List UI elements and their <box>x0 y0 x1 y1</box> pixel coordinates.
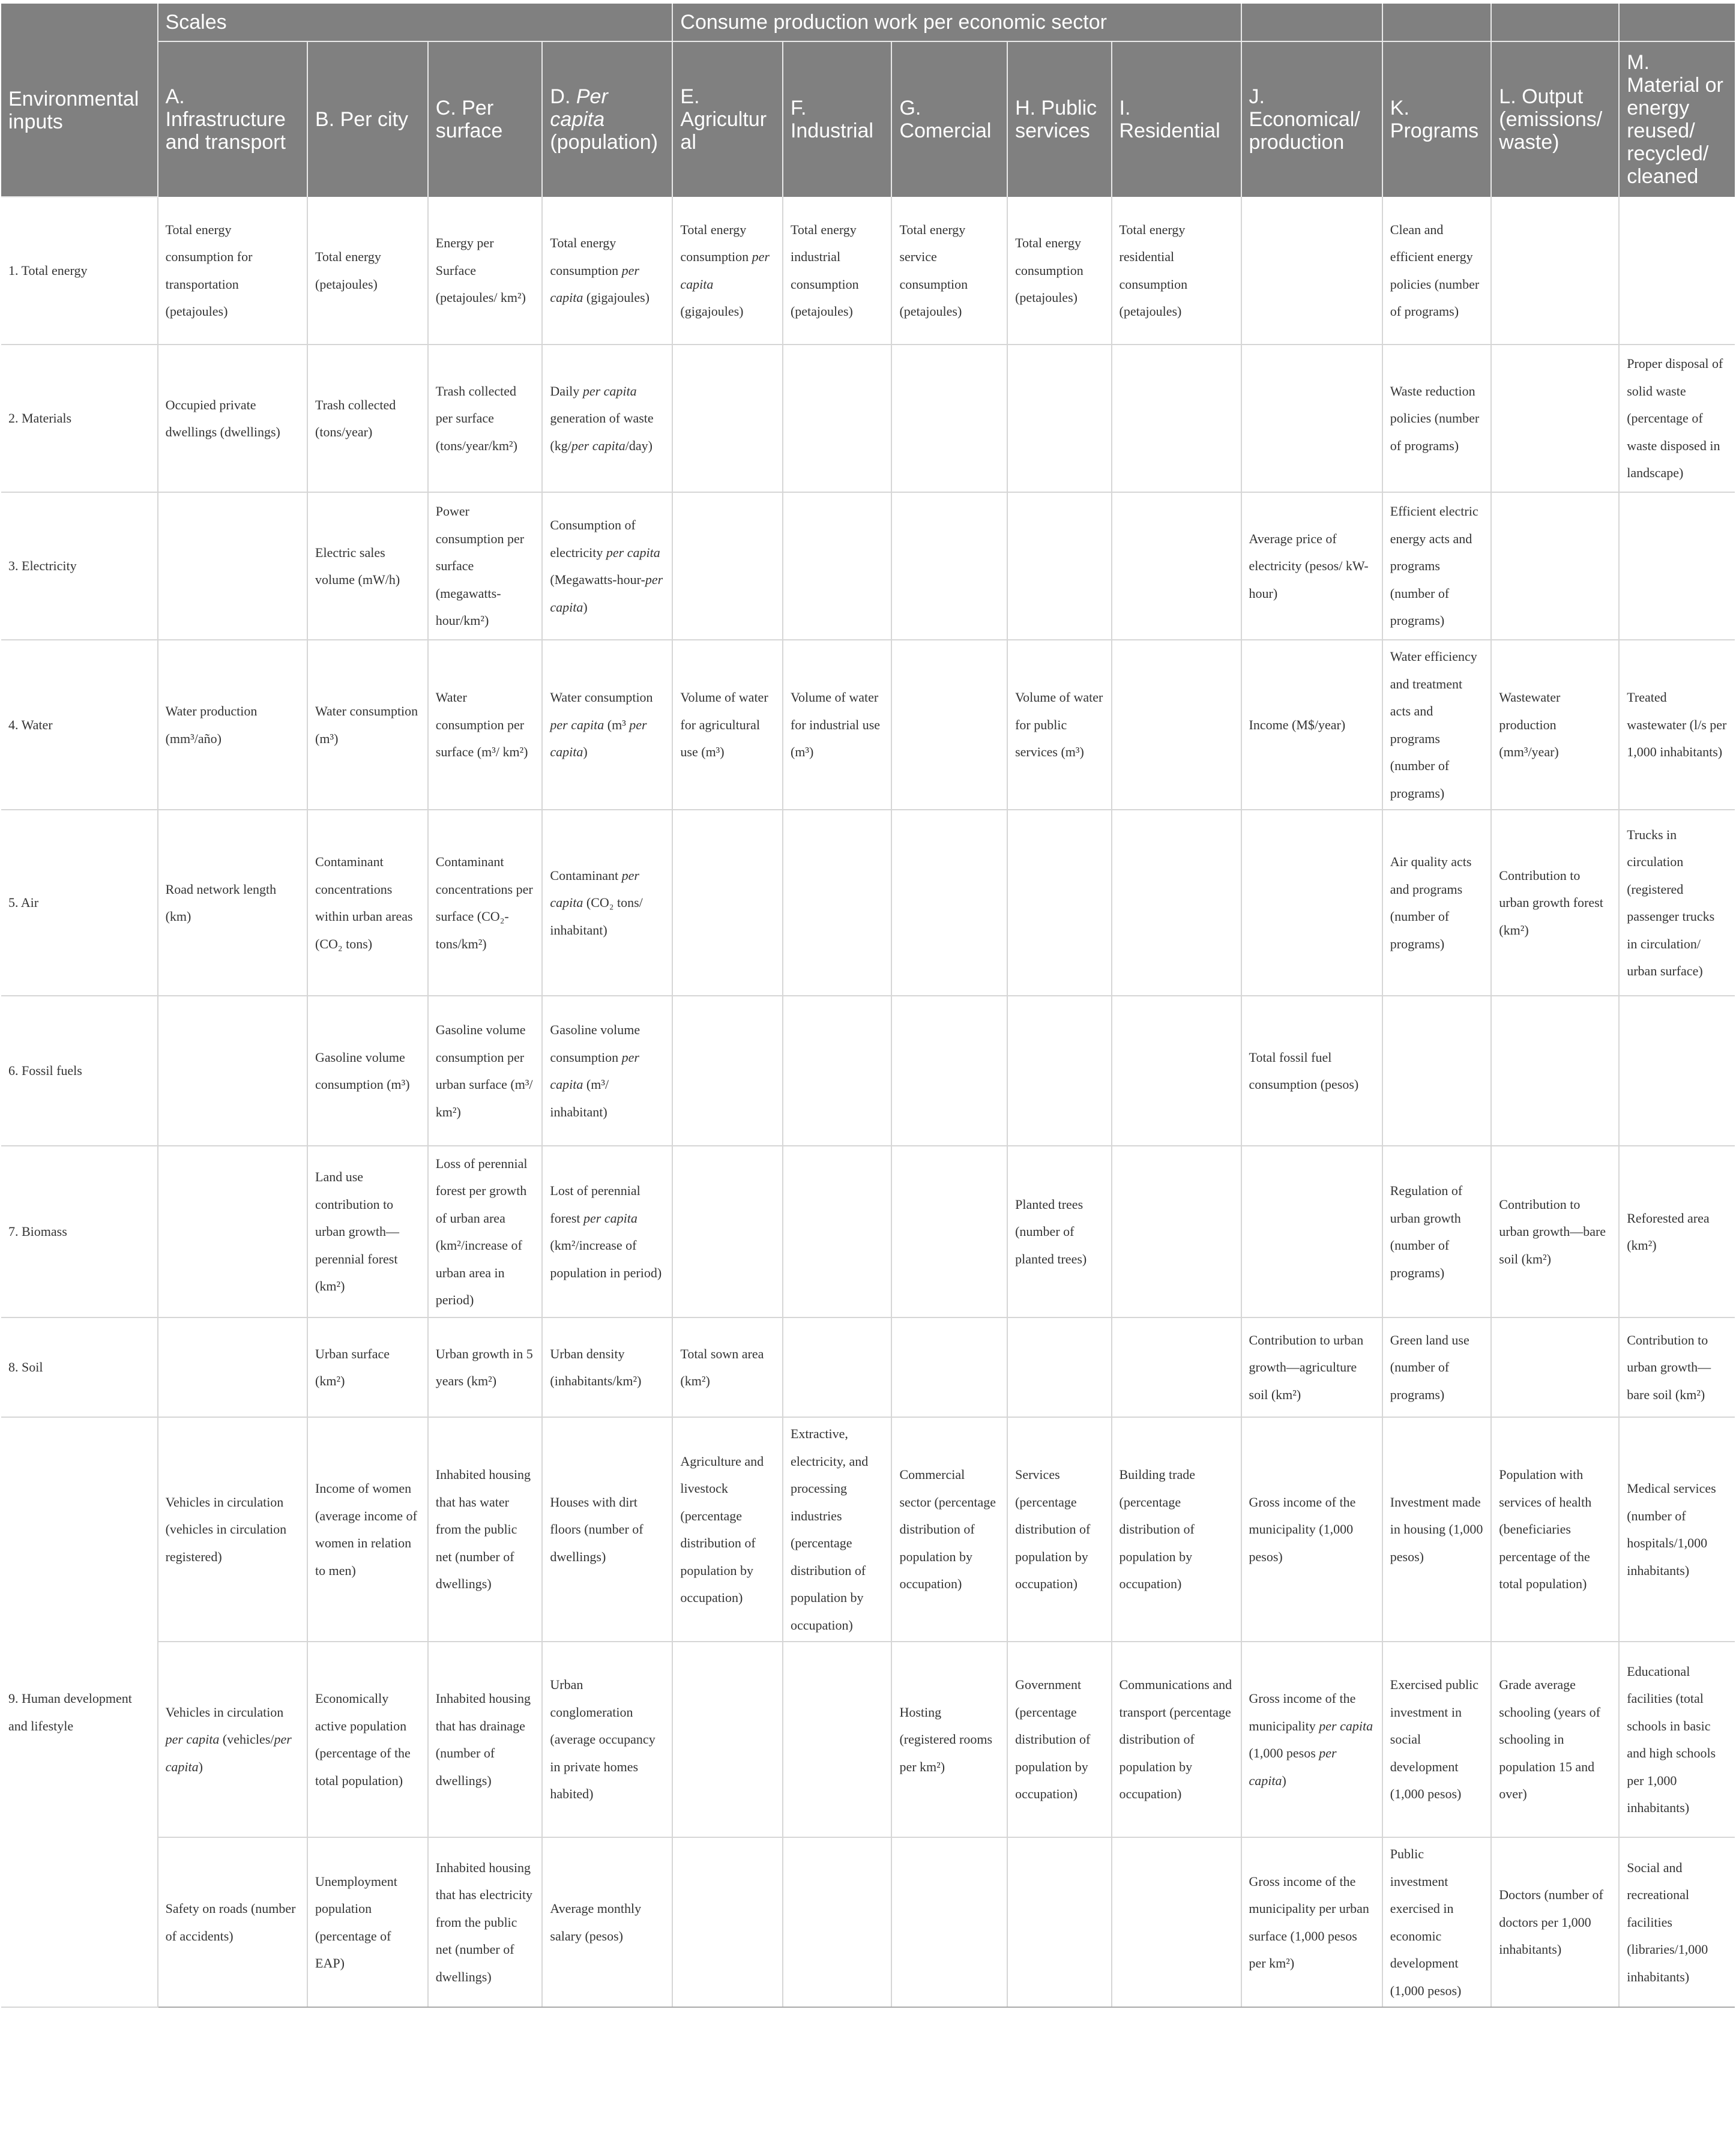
header-group-blank-k <box>1382 4 1492 41</box>
cell-i: Total energy residential consumption (petajoules) <box>1112 197 1241 345</box>
table-row <box>1 492 1735 640</box>
header-col-c: C. Per surface <box>428 41 543 197</box>
cell-g: Hosting (registered rooms per km²) <box>891 1642 1007 1837</box>
cell-b: Water consumption (m³) <box>307 640 428 810</box>
cell-i: Communications and transport (percentage distribution of population by occupation) <box>1112 1642 1241 1837</box>
cell-c: Energy per Surface (petajoules/ km²) <box>428 197 543 345</box>
header-col-j: J. Economical/ production <box>1241 41 1382 197</box>
cell-d: Contaminant per capita (CO₂ tons/ inhabitant) <box>542 810 672 996</box>
cell-h: Services (percentage distribution of population by occupation) <box>1007 1417 1111 1642</box>
cell-k: Water efficiency and treatment acts and programs (number of programs) <box>1382 640 1492 810</box>
cell-j <box>1241 810 1382 996</box>
cell-h <box>1007 1317 1111 1417</box>
cell-a <box>158 1146 307 1317</box>
cell-d: Urban conglomeration (average occupancy in private homes habited) <box>542 1642 672 1837</box>
cell-m: Treated wastewater (l/s per 1,000 inhabitants) <box>1619 640 1735 810</box>
cell-f: Extractive, electricity, and processing industries (percentage distribution of population by occupation) <box>783 1417 892 1642</box>
row-label: 8. Soil <box>1 1317 158 1417</box>
header-col-b: B. Per city <box>307 41 428 197</box>
cell-i <box>1112 1317 1241 1417</box>
cell-m: Medical services (number of hospitals/1,000 inhabitants) <box>1619 1417 1735 1642</box>
cell-a <box>158 996 307 1146</box>
cell-e: Volume of water for agricultural use (m³) <box>672 640 783 810</box>
header-col-d-italic: Per capita <box>550 85 608 131</box>
table-row <box>1 197 1735 345</box>
row-label: 4. Water <box>1 640 158 810</box>
cell-k: Green land use (number of programs) <box>1382 1317 1492 1417</box>
cell-f <box>783 1837 892 2007</box>
cell-f <box>783 1146 892 1317</box>
cell-a: Occupied private dwellings (dwellings) <box>158 345 307 492</box>
cell-b: Contaminant concentrations within urban areas (CO₂ tons) <box>307 810 428 996</box>
row-label: 5. Air <box>1 810 158 996</box>
header-col-d <box>542 41 672 197</box>
cell-a: Vehicles in circulation (vehicles in circulation registered) <box>158 1417 307 1642</box>
header-col-l: L. Output (emissions/ waste) <box>1491 41 1619 197</box>
cell-i <box>1112 1146 1241 1317</box>
cell-j <box>1241 197 1382 345</box>
cell-d: Gasoline volume consumption per capita (m³/ inhabitant) <box>542 996 672 1146</box>
cell-f: Volume of water for industrial use (m³) <box>783 640 892 810</box>
cell-h: Total energy consumption (petajoules) <box>1007 197 1111 345</box>
cell-l <box>1491 197 1619 345</box>
cell-e: Total energy consumption per capita (gigajoules) <box>672 197 783 345</box>
table-row <box>1 1146 1735 1317</box>
header-col-d-suffix: (population) <box>550 131 658 154</box>
cell-b: Gasoline volume consumption (m³) <box>307 996 428 1146</box>
cell-j: Contribution to urban growth—agriculture soil (km²) <box>1241 1317 1382 1417</box>
cell-g <box>891 996 1007 1146</box>
cell-d: Average monthly salary (pesos) <box>542 1837 672 2007</box>
cell-i <box>1112 345 1241 492</box>
cell-b: Unemployment population (percentage of EAP) <box>307 1837 428 2007</box>
cell-g <box>891 1317 1007 1417</box>
cell-g: Total energy service consumption (petajoules) <box>891 197 1007 345</box>
header-col-a: A. Infrastructure and transport <box>158 41 307 197</box>
cell-h <box>1007 996 1111 1146</box>
cell-b: Economically active population (percentage of the total population) <box>307 1642 428 1837</box>
cell-f <box>783 996 892 1146</box>
cell-m: Reforested area (km²) <box>1619 1146 1735 1317</box>
cell-c: Gasoline volume consumption per urban surface (m³/ km²) <box>428 996 543 1146</box>
cell-c: Contaminant concentrations per surface (CO₂-tons/km²) <box>428 810 543 996</box>
cell-m <box>1619 492 1735 640</box>
cell-h <box>1007 492 1111 640</box>
cell-f: Total energy industrial consumption (petajoules) <box>783 197 892 345</box>
table-row <box>1 810 1735 996</box>
header-col-k: K. Programs <box>1382 41 1492 197</box>
cell-k: Air quality acts and programs (number of programs) <box>1382 810 1492 996</box>
cell-f <box>783 810 892 996</box>
header-col-m: M. Material or energy reused/ recycled/ cleaned <box>1619 41 1735 197</box>
cell-g: Commercial sector (percentage distribution of population by occupation) <box>891 1417 1007 1642</box>
table-row <box>1 640 1735 810</box>
cell-l: Population with services of health (beneficiaries percentage of the total population) <box>1491 1417 1619 1642</box>
cell-a: Safety on roads (number of accidents) <box>158 1837 307 2007</box>
cell-m: Contribution to urban growth—bare soil (km²) <box>1619 1317 1735 1417</box>
cell-g <box>891 345 1007 492</box>
cell-l: Grade average schooling (years of schooling in population 15 and over) <box>1491 1642 1619 1837</box>
row-label: 7. Biomass <box>1 1146 158 1317</box>
cell-l: Doctors (number of doctors per 1,000 inhabitants) <box>1491 1837 1619 2007</box>
header-group-consume: Consume production work per economic sector <box>672 4 1241 41</box>
cell-f <box>783 1317 892 1417</box>
cell-e <box>672 492 783 640</box>
row-label: 1. Total energy <box>1 197 158 345</box>
cell-a <box>158 1317 307 1417</box>
cell-f <box>783 1642 892 1837</box>
cell-e <box>672 1146 783 1317</box>
header-group-blank-m <box>1619 4 1735 41</box>
cell-e <box>672 345 783 492</box>
cell-b: Electric sales volume (mW/h) <box>307 492 428 640</box>
cell-k: Regulation of urban growth (number of programs) <box>1382 1146 1492 1317</box>
header-group-scales: Scales <box>158 4 673 41</box>
cell-k <box>1382 996 1492 1146</box>
cell-j: Total fossil fuel consumption (pesos) <box>1241 996 1382 1146</box>
table-body <box>1 197 1735 2007</box>
table-row <box>1 1417 1735 1642</box>
cell-k: Waste reduction policies (number of programs) <box>1382 345 1492 492</box>
indicators-table <box>1 4 1735 2008</box>
cell-i: Building trade (percentage distribution of population by occupation) <box>1112 1417 1241 1642</box>
table-row <box>1 345 1735 492</box>
cell-h: Government (percentage distribution of population by occupation) <box>1007 1642 1111 1837</box>
cell-b: Urban surface (km²) <box>307 1317 428 1417</box>
header-environmental-inputs: Environmental inputs <box>1 4 158 197</box>
header-group-blank-j <box>1241 4 1382 41</box>
cell-j: Gross income of the municipality (1,000 pesos) <box>1241 1417 1382 1642</box>
cell-b: Land use contribution to urban growth—perennial forest (km²) <box>307 1146 428 1317</box>
cell-g <box>891 492 1007 640</box>
cell-m: Social and recreational facilities (libraries/1,000 inhabitants) <box>1619 1837 1735 2007</box>
cell-e: Agriculture and livestock (percentage distribution of population by occupation) <box>672 1417 783 1642</box>
cell-c: Trash collected per surface (tons/year/km²) <box>428 345 543 492</box>
header-col-f: F. Industrial <box>783 41 892 197</box>
cell-k: Exercised public investment in social development (1,000 pesos) <box>1382 1642 1492 1837</box>
cell-l: Contribution to urban growth forest (km²) <box>1491 810 1619 996</box>
cell-j: Gross income of the municipality per urban surface (1,000 pesos per km²) <box>1241 1837 1382 2007</box>
cell-g <box>891 640 1007 810</box>
table-row <box>1 1837 1735 2007</box>
cell-h: Volume of water for public services (m³) <box>1007 640 1111 810</box>
cell-g <box>891 810 1007 996</box>
cell-k: Investment made in housing (1,000 pesos) <box>1382 1417 1492 1642</box>
cell-g <box>891 1146 1007 1317</box>
cell-c: Water consumption per surface (m³/ km²) <box>428 640 543 810</box>
cell-c: Urban growth in 5 years (km²) <box>428 1317 543 1417</box>
cell-e <box>672 1642 783 1837</box>
cell-a: Road network length (km) <box>158 810 307 996</box>
cell-k: Public investment exercised in economic development (1,000 pesos) <box>1382 1837 1492 2007</box>
cell-d: Water consumption per capita (m³ per capita) <box>542 640 672 810</box>
cell-j: Gross income of the municipality per capita (1,000 pesos per capita) <box>1241 1642 1382 1837</box>
cell-h <box>1007 1837 1111 2007</box>
cell-e <box>672 996 783 1146</box>
cell-c: Power consumption per surface (megawatts-hour/km²) <box>428 492 543 640</box>
header-col-i: I. Residential <box>1112 41 1241 197</box>
cell-j <box>1241 1146 1382 1317</box>
cell-f <box>783 492 892 640</box>
cell-c: Inhabited housing that has drainage (number of dwellings) <box>428 1642 543 1837</box>
cell-e <box>672 1837 783 2007</box>
cell-m: Trucks in circulation (registered passenger trucks in circulation/ urban surface) <box>1619 810 1735 996</box>
cell-a: Vehicles in circulation per capita (vehicles/per capita) <box>158 1642 307 1837</box>
header-col-h: H. Public services <box>1007 41 1111 197</box>
cell-j <box>1241 345 1382 492</box>
cell-a: Water production (mm³/año) <box>158 640 307 810</box>
cell-b: Total energy (petajoules) <box>307 197 428 345</box>
cell-i <box>1112 1837 1241 2007</box>
cell-i <box>1112 492 1241 640</box>
table-row <box>1 996 1735 1146</box>
cell-m: Educational facilities (total schools in basic and high schools per 1,000 inhabitants) <box>1619 1642 1735 1837</box>
cell-h <box>1007 345 1111 492</box>
row-label: 3. Electricity <box>1 492 158 640</box>
row-label: 2. Materials <box>1 345 158 492</box>
cell-m: Proper disposal of solid waste (percentage of waste disposed in landscape) <box>1619 345 1735 492</box>
cell-a <box>158 492 307 640</box>
cell-d: Urban density (inhabitants/km²) <box>542 1317 672 1417</box>
cell-d: Lost of perennial forest per capita (km²/increase of population in period) <box>542 1146 672 1317</box>
row-label: 6. Fossil fuels <box>1 996 158 1146</box>
cell-d: Houses with dirt floors (number of dwellings) <box>542 1417 672 1642</box>
cell-d: Daily per capita generation of waste (kg/per capita/day) <box>542 345 672 492</box>
header-col-e: E. Agricultural <box>672 41 783 197</box>
cell-h: Planted trees (number of planted trees) <box>1007 1146 1111 1317</box>
cell-j: Average price of electricity (pesos/ kW-hour) <box>1241 492 1382 640</box>
cell-a: Total energy consumption for transportation (petajoules) <box>158 197 307 345</box>
header-col-g: G. Comercial <box>891 41 1007 197</box>
header-col-d-prefix: D. <box>550 85 576 108</box>
cell-l <box>1491 492 1619 640</box>
cell-b: Income of women (average income of women in relation to men) <box>307 1417 428 1642</box>
cell-l: Wastewater production (mm³/year) <box>1491 640 1619 810</box>
cell-i <box>1112 640 1241 810</box>
cell-c: Inhabited housing that has water from the public net (number of dwellings) <box>428 1417 543 1642</box>
cell-f <box>783 345 892 492</box>
cell-g <box>891 1837 1007 2007</box>
table-header <box>1 4 1735 197</box>
cell-d: Total energy consumption per capita (gigajoules) <box>542 197 672 345</box>
cell-l: Contribution to urban growth—bare soil (km²) <box>1491 1146 1619 1317</box>
cell-l <box>1491 996 1619 1146</box>
cell-e: Total sown area (km²) <box>672 1317 783 1417</box>
cell-c: Loss of perennial forest per growth of urban area (km²/increase of urban area in period) <box>428 1146 543 1317</box>
table-row <box>1 1317 1735 1417</box>
cell-i <box>1112 996 1241 1146</box>
cell-b: Trash collected (tons/year) <box>307 345 428 492</box>
cell-j: Income (M$/year) <box>1241 640 1382 810</box>
cell-h <box>1007 810 1111 996</box>
cell-l <box>1491 1317 1619 1417</box>
row-label: 9. Human development and lifestyle <box>1 1417 158 2007</box>
cell-m <box>1619 197 1735 345</box>
cell-e <box>672 810 783 996</box>
cell-l <box>1491 345 1619 492</box>
cell-k: Clean and efficient energy policies (number of programs) <box>1382 197 1492 345</box>
cell-m <box>1619 996 1735 1146</box>
cell-k: Efficient electric energy acts and programs (number of programs) <box>1382 492 1492 640</box>
header-group-blank-l <box>1491 4 1619 41</box>
cell-c: Inhabited housing that has electricity from the public net (number of dwellings) <box>428 1837 543 2007</box>
cell-i <box>1112 810 1241 996</box>
table-row <box>1 1642 1735 1837</box>
cell-d: Consumption of electricity per capita (Megawatts-hour-per capita) <box>542 492 672 640</box>
